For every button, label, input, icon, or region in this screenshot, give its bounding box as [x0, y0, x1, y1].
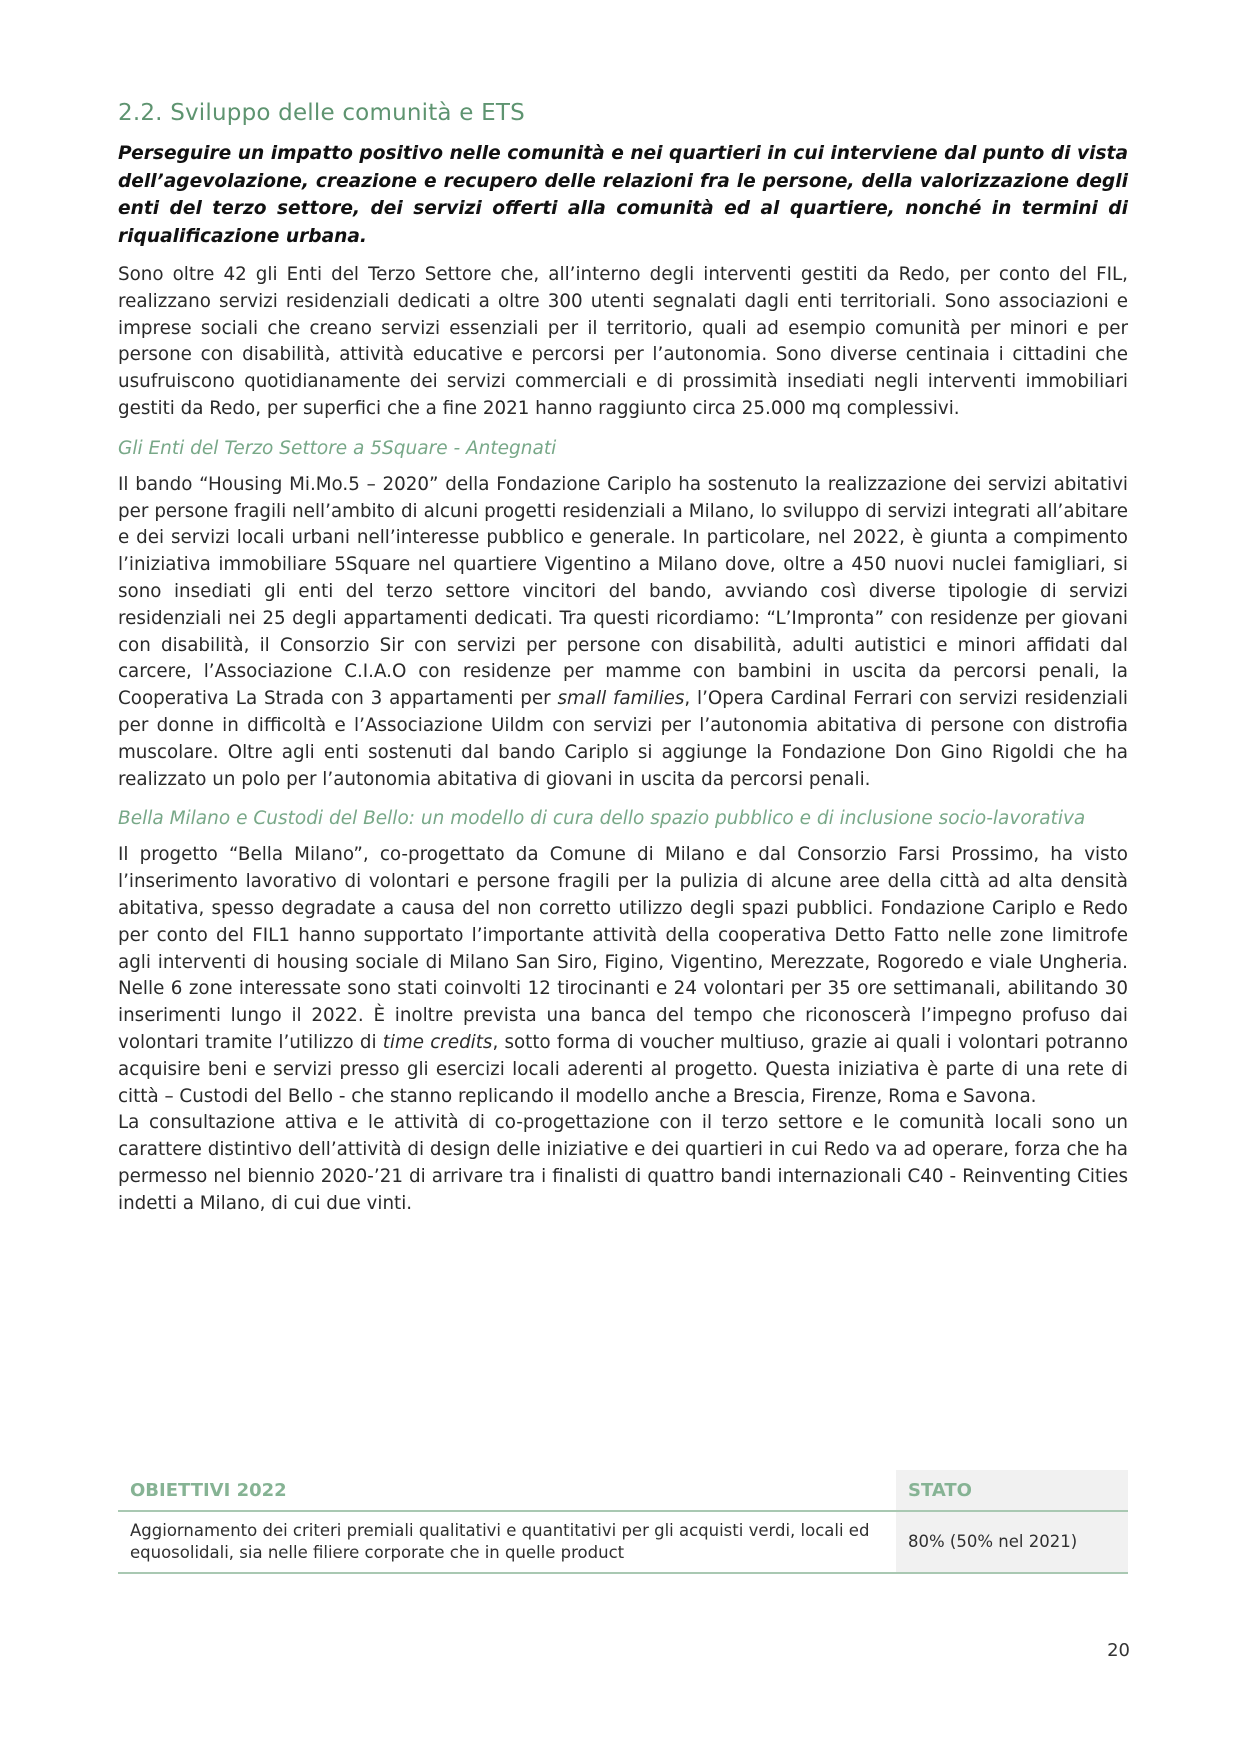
objectives-header: OBIETTIVI 2022	[118, 1470, 896, 1511]
paragraph-text: , sotto forma di voucher multiuso, grazie ai quali i volontari potranno acquisire beni e servizi presso gli esercizi locali aderenti al progetto. Questa iniziativa è parte di una rete di città – Custodi del Bello - che stanno replicando il modello anche a Brescia, Firenze, Roma e Savona.	[118, 1031, 1128, 1107]
paragraph-text: , l’Opera Cardinal Ferrari con servizi residenziali per donne in difficoltà e l’Associazione Uildm con servizi per l’autonomia abitativa di persone con distrofia muscolare. Oltre agli enti sostenuti dal bando Cariplo si aggiunge la Fondazione Don Gino Rigoldi che ha realizzato un polo per l’autonomia abitativa di giovani in uscita da percorsi penali.	[118, 688, 1128, 790]
status-cell: 80% (50% nel 2021)	[896, 1511, 1128, 1573]
closing-paragraph: La consultazione attiva e le attività di co-progettazione con il terzo settore e le comunità locali sono un carattere distintivo dell’attività di design delle iniziative e dei quartieri in cui Redo va ad operare, forza che ha permesso nel biennio 2020-’21 di arrivare tra i finalisti di quattro bandi internazionali C40 - Reinventing Cities indetti a Milano, di cui due vinti.	[118, 1112, 1128, 1214]
section-title: 2.2. Sviluppo delle comunità e ETS	[118, 100, 525, 126]
italic-term: small families	[557, 688, 685, 710]
subsection-paragraph-bella-milano	[118, 842, 1128, 1110]
italic-term: time credits	[382, 1031, 493, 1053]
objective-cell: Aggiornamento dei criteri premiali qualitativi e quantitativi per gli acquisti verdi, locali ed equosolidali, sia nelle filiere corporate che in quelle product	[118, 1511, 896, 1573]
paragraph-text: Il progetto “Bella Milano”, co-progettato da Comune di Milano e dal Consorzio Farsi Prossimo, ha visto l’inserimento lavorativo di volontari e persone fragili per la pulizia di alcune aree della città ad alta densità abitativa, spesso degradate a causa del non corretto utilizzo degli spazi pubblici. Fondazione Cariplo e Redo per conto del FIL1 hanno supportato l’importante attività della cooperativa Detto Fatto nelle zone limitrofe agli interventi di housing sociale di Milano San Siro, Figino, Vigentino, Merezzate, Rogoredo e viale Ungheria. Nelle 6 zone interessate sono stati coinvolti 12 tirocinanti e 24 volontari per 35 ore settimanali, abilitando 30 inserimenti lungo il 2022. È inoltre prevista una banca del tempo che riconoscerà l’impegno profuso dai volontari tramite l’utilizzo di	[118, 844, 1128, 1053]
subsection-title-bella-milano: Bella Milano e Custodi del Bello: un modello di cura dello spazio pubblico e di inclusione socio-lavorativa	[118, 808, 1086, 830]
intro-paragraph: Sono oltre 42 gli Enti del Terzo Settore che, all’interno degli interventi gestiti da Redo, per conto del FIL, realizzano servizi residenziali dedicati a oltre 300 utenti segnalati dagli enti territoriali. Sono associazioni e imprese sociali che creano servizi essenziali per il territorio, quali ad esempio comunità per minori e per persone con disabilità, attività educative e percorsi per l’autonomia. Sono diverse centinaia i cittadini che usufruiscono quotidianamente dei servizi commerciali e di prossimità insediati negli interventi immobiliari gestiti da Redo, per superfici che a fine 2021 hanno raggiunto circa 25.000 mq complessivi.	[118, 264, 1128, 419]
page-content	[118, 98, 1128, 1218]
table-header-row	[118, 1470, 1128, 1511]
table-row	[118, 1511, 1128, 1573]
paragraph-text: Il bando “Housing Mi.Mo.5 – 2020” della Fondazione Cariplo ha sostenuto la realizzazione dei servizi abitativi per persone fragili nell’ambito di alcuni progetti residenziali a Milano, lo sviluppo di servizi integrati all’abitare e dei servizi locali urbani nell’interesse pubblico e generale. In particolare, nel 2022, è giunta a compimento l’iniziativa immobiliare 5Square nel quartiere Vigentino a Milano dove, oltre a 450 nuovi nuclei famigliari, si sono insediati gli enti del terzo settore vincitori del bando, avviando così diverse tipologie di servizi residenziali nei 25 degli appartamenti dedicati. Tra questi ricordiamo: “L’Impronta” con residenze per giovani con disabilità, il Consorzio Sir con servizi per persone con disabilità, adulti autistici e minori affidati dal carcere, l’Associazione C.I.A.O con residenze per mamme con bambini in uscita da percorsi penali, la Cooperativa La Strada con 3 appartamenti per	[118, 473, 1128, 710]
lead-paragraph: Perseguire un impatto positivo nelle comunità e nei quartieri in cui interviene dal punto di vista dell’agevolazione, creazione e recupero delle relazioni fra le persone, della valorizzazione degli enti del terzo settore, dei servizi offerti alla comunità ed al quartiere, nonché in termini di riqualificazione urbana.	[118, 143, 1128, 247]
status-header: STATO	[896, 1470, 1128, 1511]
subsection-paragraph-5square	[118, 472, 1128, 794]
page-number: 20	[1107, 1640, 1130, 1661]
objectives-table	[118, 1470, 1128, 1574]
subsection-title-5square: Gli Enti del Terzo Settore a 5Square - Antegnati	[118, 437, 557, 459]
